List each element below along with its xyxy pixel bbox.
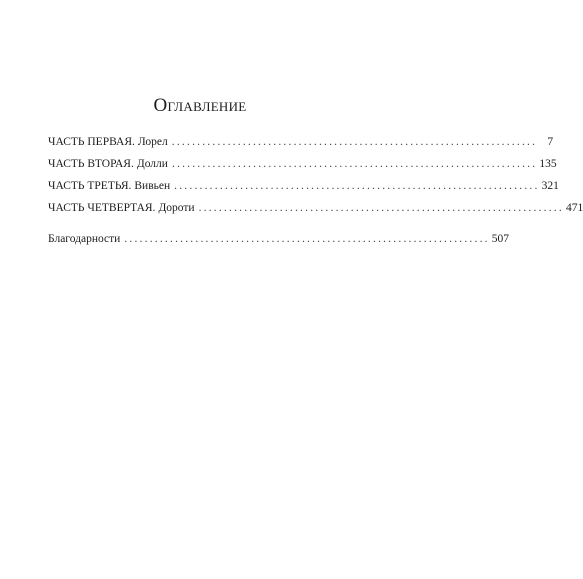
toc-leader-dots: ........................................................................	[174, 180, 540, 192]
toc-entry-part-4[interactable]	[48, 200, 583, 216]
toc-part-name: Вивьен	[134, 180, 171, 192]
toc-page-number: 7	[547, 136, 554, 148]
toc-leader-dots: ........................................................................	[171, 158, 538, 170]
toc-entry-part-3[interactable]	[48, 178, 559, 194]
toc-part-label: ЧАСТЬ ПЕРВАЯ.	[48, 136, 135, 148]
page-title: Оглавление	[153, 95, 247, 116]
toc-page-number: 321	[541, 180, 559, 192]
toc-part-label: ЧАСТЬ ТРЕТЬЯ.	[48, 180, 132, 192]
toc-entry-part-1[interactable]	[48, 134, 554, 150]
toc-part-name: Дороти	[158, 202, 195, 214]
toc-leader-dots: ........................................................................	[124, 233, 490, 245]
toc-page-number: 507	[491, 233, 509, 245]
toc-leader-dots: ........................................................................	[198, 202, 564, 214]
toc-page-number: 471	[565, 202, 583, 214]
toc-part-label: ЧАСТЬ ВТОРАЯ.	[48, 158, 134, 170]
toc-entry-part-2[interactable]	[48, 156, 557, 172]
toc-leader-dots: ........................................................................	[171, 136, 538, 148]
toc-part-name: Долли	[136, 158, 168, 170]
toc-section-label: Благодарности	[48, 233, 121, 245]
toc-entry-acknowledgements[interactable]	[48, 231, 509, 247]
toc-part-name: Лорел	[137, 136, 168, 148]
toc-page-number: 135	[539, 158, 557, 170]
toc-part-label: ЧАСТЬ ЧЕТВЕРТАЯ.	[48, 202, 156, 214]
